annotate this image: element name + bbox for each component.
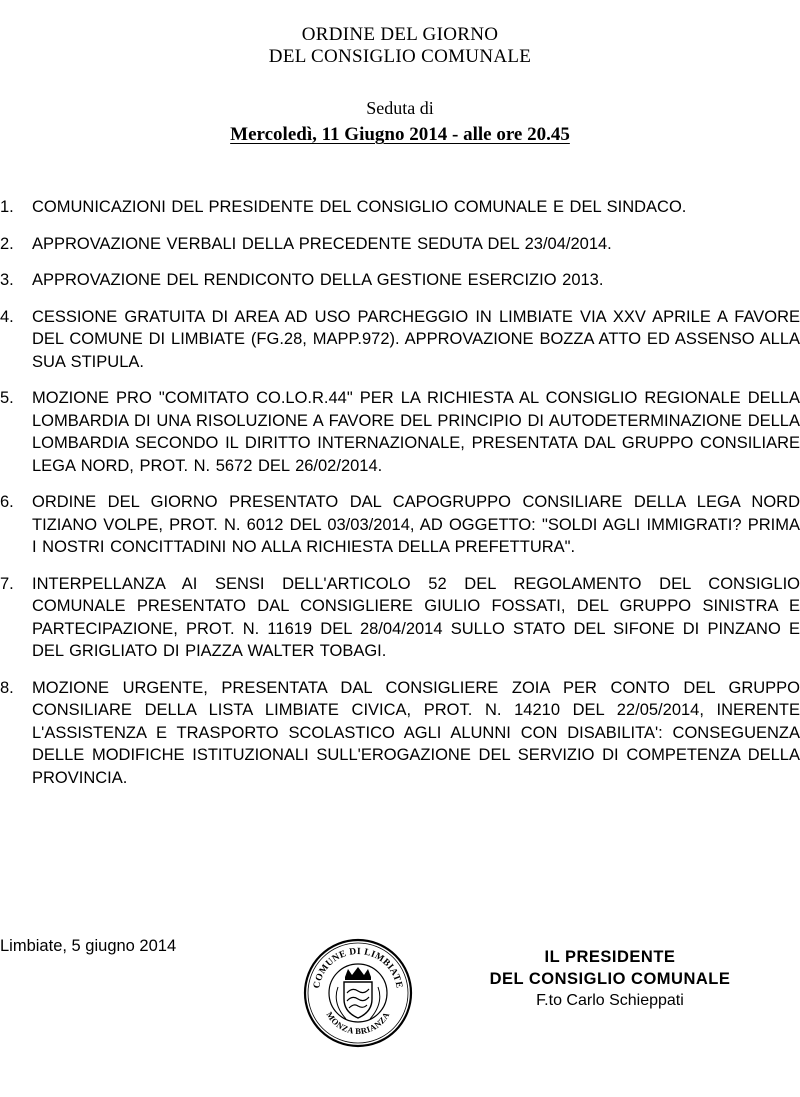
agenda-item-text: MOZIONE PRO "COMITATO CO.LO.R.44" PER LA RICHIESTA AL CONSIGLIO REGIONALE DELLA LOMBARDIA DI UNA RISOLUZIONE A FAVORE DEL PRINCIPIO DI AUTODETERMINAZIONE DELLA LOMBARDIA SECONDO IL DIRITTO INTERNAZIONALE, PRESENTATA DAL GRUPPO CONSILIARE LEGA NORD, PROT. N. 5672 DEL 26/02/2014. (32, 389, 800, 475)
agenda-item-2 (0, 233, 800, 256)
agenda-item-4 (0, 306, 800, 374)
agenda-item-number: 5. (0, 389, 14, 407)
agenda-item-number: 1. (0, 198, 14, 216)
agenda-item-6 (0, 491, 800, 559)
agenda-list (0, 196, 800, 803)
agenda-item-5 (0, 387, 800, 477)
agenda-item-number: 3. (0, 271, 14, 289)
agenda-item-number: 7. (0, 574, 14, 593)
agenda-item-3 (0, 269, 800, 292)
agenda-item-text: ORDINE DEL GIORNO PRESENTATO DAL CAPOGRUPPO CONSILIARE DELLA LEGA NORD TIZIANO VOLPE, PROT. N. 6012 DEL 03/03/2014, AD OGGETTO: "SOLDI AGLI IMMIGRATI? PRIMA I NOSTRI CONCITTADINI NO ALLA RICHIESTA DELLA PREFETTURA". (32, 493, 800, 556)
seal-top-text: COMUNE DI LIMBIATE (312, 946, 404, 990)
agenda-item-text: INTERPELLANZA AI SENSI DELL'ARTICOLO 52 DEL REGOLAMENTO DEL CONSIGLIO COMUNALE PRESENTATO DAL CONSIGLIERE GIULIO FOSSATI, DEL GRUPPO SINISTRA E PARTECIPAZIONE, PROT. N. 11619 DEL 28/04/2014 SULLO STATO DEL SIFONE DI PINZANO E DEL GRIGLIATO DI PIAZZA WALTER TOBAGI. (32, 574, 800, 660)
agenda-item-number: 4. (0, 307, 14, 326)
agenda-item-number: 8. (0, 678, 14, 697)
signature-role-line-2: DEL CONSIGLIO COMUNALE (489, 970, 731, 988)
agenda-item-number: 2. (0, 234, 14, 253)
place-and-date: Limbiate, 5 giugno 2014 (0, 937, 177, 955)
signature-name: F.to Carlo Schieppati (536, 992, 684, 1009)
document-title (0, 24, 800, 68)
agenda-item-text: APPROVAZIONE VERBALI DELLA PRECEDENTE SEDUTA DEL 23/04/2014. (32, 234, 612, 253)
municipal-seal-icon (302, 937, 414, 1049)
session-date: Mercoledì, 11 Giugno 2014 - alle ore 20.45 (230, 124, 570, 145)
agenda-item-text: MOZIONE URGENTE, PRESENTATA DAL CONSIGLIERE ZOIA PER CONTO DEL GRUPPO CONSILIARE DELLA LISTA LIMBIATE CIVICA, PROT. N. 14210 DEL 22/05/2014, INERENTE L'ASSISTENZA E TRASPORTO SCOLASTICO AGLI ALUNNI CON DISABILITA': CONSEGUENZA DELLE MODIFICHE ISTITUZIONALI SULL'EROGAZIONE DEL SERVIZIO DI COMPETENZA DELLA PROVINCIA. (32, 678, 800, 787)
session-label: Seduta di (366, 98, 434, 118)
title-line-1: ORDINE DEL GIORNO (301, 24, 499, 45)
title-line-2: DEL CONSIGLIO COMUNALE (268, 46, 532, 67)
agenda-item-text: APPROVAZIONE DEL RENDICONTO DELLA GESTIONE ESERCIZIO 2013. (32, 271, 604, 289)
agenda-item-7 (0, 573, 800, 663)
agenda-item-8 (0, 677, 800, 790)
agenda-item-text: COMUNICAZIONI DEL PRESIDENTE DEL CONSIGLIO COMUNALE E DEL SINDACO. (32, 198, 687, 216)
seal-bottom-text: MONZA BRIANZA (324, 1009, 392, 1037)
agenda-item-number: 6. (0, 493, 14, 511)
signature-role-line-1: IL PRESIDENTE (544, 948, 676, 966)
agenda-item-text: CESSIONE GRATUITA DI AREA AD USO PARCHEGGIO IN LIMBIATE VIA XXV APRILE A FAVORE DEL COMUNE DI LIMBIATE (FG.28, MAPP.972). APPROVAZIONE BOZZA ATTO ED ASSENSO ALLA SUA STIPULA. (32, 307, 800, 371)
signature-block (455, 946, 765, 1012)
agenda-item-1 (0, 196, 800, 219)
